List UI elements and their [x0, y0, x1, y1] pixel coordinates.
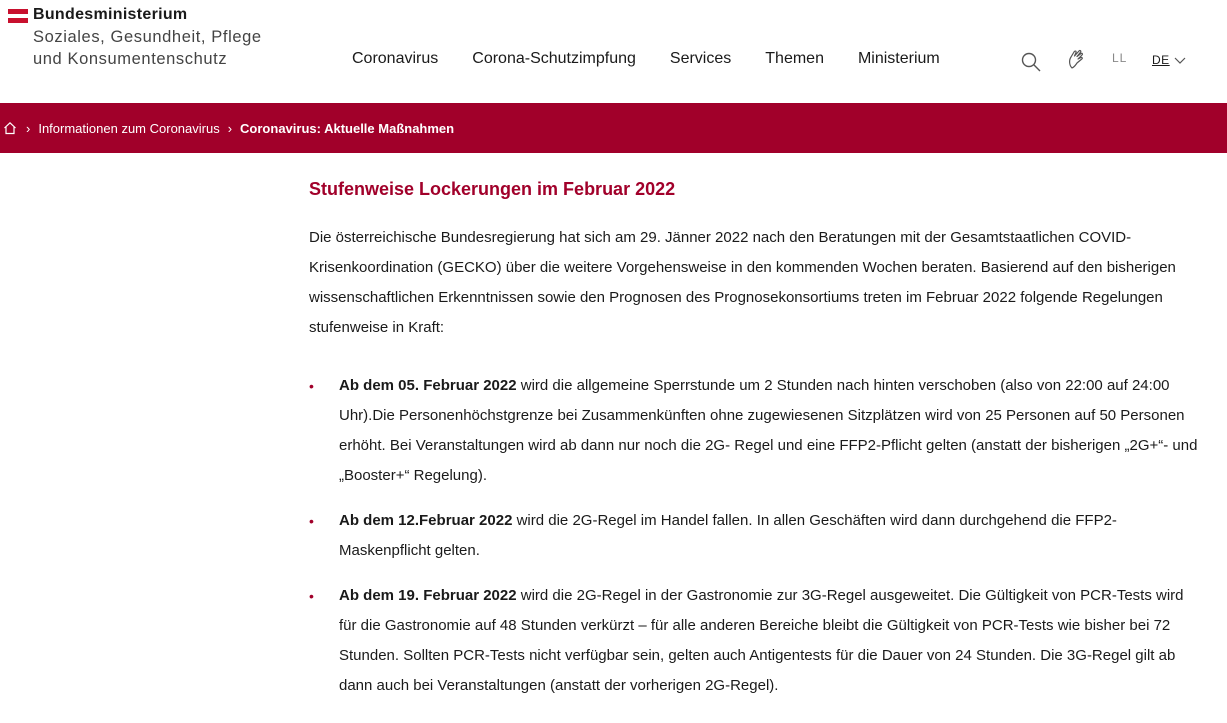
breadcrumb-current: Coronavirus: Aktuelle Maßnahmen: [240, 120, 455, 136]
list-item-text: wird die allgemeine Sperrstunde um 2 Stunden nach hinten verschoben (also von 22:00 auf 24:00 Uhr).Die Personenhöchstgrenze bei Zusammenkünften ohne zugewiesenen Sitzplätzen wird von 25 Personen auf 50 Personen erhöht. Bei Veranstaltungen wird ab dann nur noch die 2G- Regel und eine FFP2-Pflicht gelten (anstatt der bisherigen „2G+“- und „Booster+“ Regelung).: [339, 377, 1198, 484]
logo-line-2: Soziales, Gesundheit, Pflege: [33, 28, 262, 46]
list-item: [309, 506, 1204, 566]
nav-item-corona-schutzimpfung[interactable]: Corona-Schutzimpfung: [472, 50, 636, 67]
bullet-icon: •: [309, 588, 314, 604]
breadcrumb-item-informationen[interactable]: Informationen zum Coronavirus: [38, 120, 220, 136]
list-item-date: Ab dem 12.Februar 2022: [339, 512, 513, 529]
bullet-icon: •: [309, 513, 314, 529]
intro-paragraph: Die österreichische Bundesregierung hat sich am 29. Jänner 2022 nach den Beratungen mit der Gesamtstaatlichen COVID-Krisenkoordination (GECKO) über die weitere Vorgehensweise in den kommenden Wochen beraten. Basierend auf den bisherigen wissenschaftlichen Erkenntnissen sowie den Prognosen des Prognosekonsortiums treten im Februar 2022 folgende Regelungen stufenweise in Kraft:: [309, 229, 1176, 336]
nav-item-ministerium[interactable]: Ministerium: [857, 50, 940, 67]
nav-item-themen[interactable]: Themen: [765, 50, 824, 67]
list-item: [309, 371, 1204, 491]
easy-language-link[interactable]: LL: [1112, 51, 1128, 65]
logo-line-3: und Konsumentenschutz: [33, 50, 228, 68]
list-item-date: Ab dem 19. Februar 2022: [339, 587, 517, 604]
list-item-date: Ab dem 05. Februar 2022: [339, 377, 517, 394]
breadcrumb: [0, 103, 1227, 153]
logo-line-1: Bundesministerium: [33, 6, 188, 23]
bullet-icon: •: [309, 378, 314, 394]
main-content: [309, 176, 1204, 716]
list-item: [309, 581, 1204, 701]
measures-list: [309, 371, 1204, 701]
breadcrumb-separator-icon: ›: [227, 120, 233, 136]
language-selector[interactable]: DE: [1152, 53, 1170, 67]
list-item-text: wird die 2G-Regel im Handel fallen. In allen Geschäften wird dann durchgehend die FFP2-Maskenpflicht gelten.: [339, 512, 1117, 559]
sign-language-icon[interactable]: [1066, 48, 1086, 70]
nav-item-coronavirus[interactable]: Coronavirus: [352, 50, 439, 67]
breadcrumb-separator-icon: ›: [26, 120, 31, 136]
home-icon[interactable]: [3, 121, 17, 135]
nav-item-services[interactable]: Services: [669, 50, 732, 67]
site-header: [0, 0, 1227, 103]
main-nav: [352, 50, 974, 68]
austria-flag-icon: [8, 9, 28, 23]
section-title: Stufenweise Lockerungen im Februar 2022: [309, 179, 676, 199]
search-icon[interactable]: [1020, 51, 1042, 73]
chevron-down-icon[interactable]: [1174, 55, 1186, 65]
list-item-text: wird die 2G-Regel in der Gastronomie zur 3G-Regel ausgeweitet. Die Gültigkeit von PCR-Tests wird für die Gastronomie auf 48 Stunden verkürzt – für alle anderen Bereiche bleibt die Gültigkeit von PCR-Tests wie bisher bei 72 Stunden. Sollten PCR-Tests nicht verfügbar sein, gelten auch Antigentests für die Dauer von 24 Stunden. Die 3G-Regel gilt ab dann auch bei Veranstaltungen (anstatt der vorherigen 2G-Regel).: [339, 587, 1184, 694]
